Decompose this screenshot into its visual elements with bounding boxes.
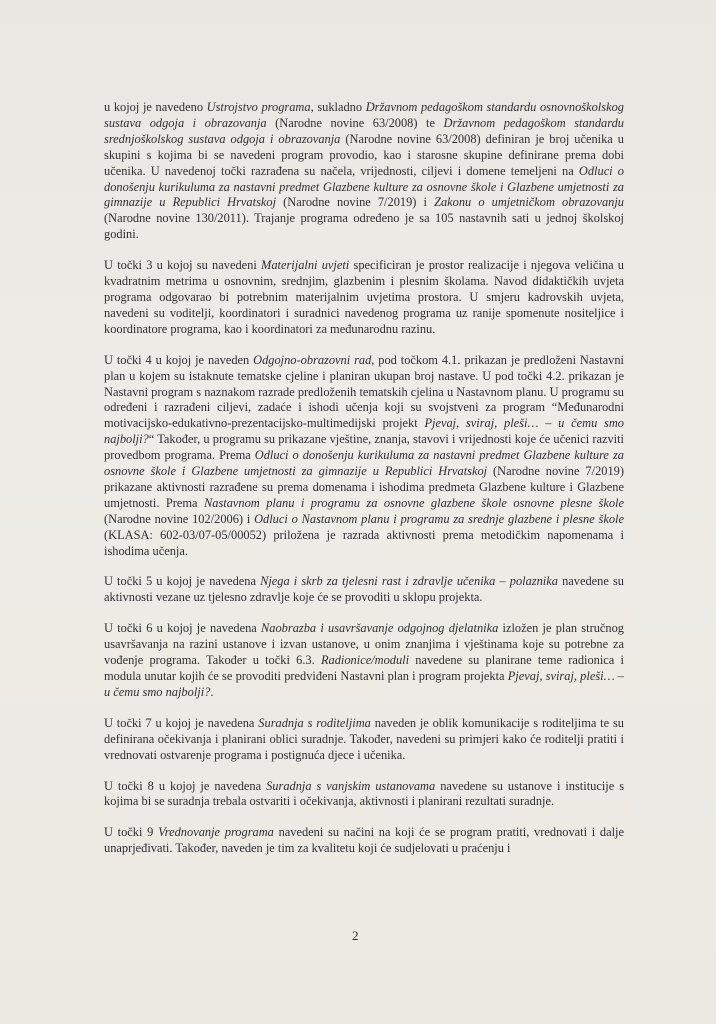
text-run: specificiran je prostor realizacije i njegova veličina u kvadratnim metrima u osnovnim, srednjim, glazbenim i plesnim školama. Navod didaktičkih uvjeta programa odgovarao bi potrebnim materijalnim uvjetima prostora. U smjeru kadrovskih uvjeta, navedeni su voditelji, koordinatori i suradnici navedenog programa uz ranije spomenute nositeljice i koordinatore programa, kao i koordinatori za međunarodnu razinu.: [104, 258, 625, 336]
paragraph: [104, 574, 624, 606]
italic-reference: Ustrojstvo programa: [206, 100, 311, 114]
italic-reference: Suradnja s vanjskim ustanovama: [266, 778, 436, 793]
text-run: (Narodne novine 102/2006) i: [104, 511, 255, 526]
paragraph: [104, 779, 624, 811]
italic-reference: Odluci o donošenju kurikuluma za nastavni predmet Glazbene kulture za osnovne škole i Glazbene umjetnosti za gimnazije u Republici Hrvatskoj: [104, 163, 624, 210]
italic-reference: Suradnja s roditeljima: [258, 715, 371, 730]
paragraph: [104, 825, 624, 857]
text-run: .: [210, 684, 214, 699]
paragraph: [104, 716, 624, 764]
text-run: (Narodne novine 63/2008) te: [266, 115, 444, 130]
text-run: U točki 5 u kojoj je navedena: [104, 574, 261, 589]
text-run: (Narodne novine 63/2008) definiran je broj učenika u skupini s kojima bi se navedeni program provodio, kao i starosne skupine definirane prema dobi učenika. U navedenoj točki razrađena su načela, vrijednosti, ciljevi i domene temeljeni na: [104, 131, 624, 178]
paragraph: [104, 258, 624, 338]
italic-reference: Pjevaj, sviraj, pleši… – u čemu smo najbolji?: [104, 416, 624, 447]
italic-reference: Nastavnom planu i programu za osnovne glazbene škole osnovne plesne škole: [204, 495, 624, 510]
text-run: U točki 9: [104, 825, 159, 840]
text-run: (Narodne novine 130/2011). Trajanje programa određeno je sa 105 nastavnih sati u jednoj školskoj godini.: [104, 211, 624, 242]
text-run: , pod točkom 4.1. prikazan je predloženi Nastavni plan u kojem su istaknute tematske cjeline i planiran ukupan broj nastave. U pod točki 4.2. prikazan je Nastavni program s naznakom razrade predloženih tematskih cjelina u Nastavnom planu. U programu su određeni i razrađeni ciljevi, zadaće i ishodi učenja koji su svojstveni za program “Međunarodni motivacijsko-edukativno-prezentacijsko-multimedijski projekt: [104, 352, 624, 431]
text-run: (Narodne novine 7/2019) i: [276, 195, 435, 210]
text-run: u kojoj je navedeno: [104, 100, 207, 114]
text-run: navedene su planirane teme radionica i modula unutar kojih će se provoditi predviđeni Nastavni plan i program projekta: [104, 653, 624, 683]
text-run: “ Također, u programu su prikazane vještine, znanja, stavovi i vrijednosti koje će učenici razviti provedbom programa. Prema: [104, 432, 624, 463]
page-number: 2: [352, 928, 359, 943]
italic-reference: Pjevaj, sviraj, pleši… – u čemu smo najbolji?: [104, 669, 624, 699]
paragraph: [104, 100, 624, 243]
text-run: naveden je oblik komunikacije s roditeljima te su definirana očekivanja i planirani oblici suradnje. Također, navedeni su primjeri kako će roditelji pratiti i vrednovati ostvarenje programa i postignuća djece i učenika.: [104, 715, 624, 762]
paragraph: [104, 353, 624, 560]
text-run: , sukladno: [310, 100, 366, 114]
italic-reference: Naobrazba i usavršavanje odgojnog djelatnika: [261, 621, 499, 636]
italic-reference: Državnom pedagoškom standardu srednjoškolskog sustava odgoja i obrazovanja: [104, 115, 625, 146]
italic-reference: Njega i skrb za tjelesni rast i zdravlje učenika – polaznika: [260, 574, 558, 589]
italic-reference: Odluci o Nastavnom planu i programu za srednje glazbene i plesne škole: [254, 511, 624, 526]
text-run: izložen je plan stručnog usavršavanja na razini ustanove i izvan ustanove, u onim znanjima i vještinama koje su potrebne za vođenje programa. Također u točki 6.3.: [104, 621, 624, 668]
paragraph: [104, 621, 624, 701]
italic-reference: Državnom pedagoškom standardu osnovnoškolskog sustava odgoja i obrazovanja: [104, 100, 624, 130]
italic-reference: Radionice/moduli: [320, 653, 410, 668]
text-run: navedeni su načini na koji će se program pratiti, vrednovati i dalje unaprjeđivati. Također, naveden je tim za kvalitetu koji će sudjelovati u praćenju i: [104, 825, 624, 856]
text-run: navedene su ustanove i institucije s kojima bi se suradnja trebala ostvariti i očekivanja, aktivnosti i planirani rezultati suradnje.: [104, 778, 625, 809]
text-run: U točki 3 u kojoj su navedeni: [104, 258, 262, 273]
italic-reference: Odgojno-obrazovni rad: [253, 352, 372, 367]
text-run: (Narodne novine 7/2019) prikazane aktivnosti razrađene su prema domenama i ishodima predmeta Glazbene kulture i Glazbene umjetnosti. Prema: [104, 464, 624, 510]
text-run: U točki 7 u kojoj je navedena: [104, 715, 259, 730]
italic-reference: Vrednovanje programa: [158, 825, 274, 840]
document-body: [104, 100, 624, 872]
italic-reference: Zakonu o umjetničkom obrazovanju: [434, 195, 624, 210]
text-run: navedene su aktivnosti vezane uz tjelesno zdravlje koje će se provoditi u sklopu projekta.: [104, 574, 624, 605]
text-run: U točki 8 u kojoj je navedena: [104, 778, 267, 793]
italic-reference: Odluci o donošenju kurikuluma za nastavni predmet Glazbene kulture za osnovne škole i Glazbene umjetnosti za gimnazije u Republici Hrvatskoj: [104, 448, 624, 479]
text-run: U točki 4 u kojoj je naveden: [104, 352, 254, 367]
text-run: U točki 6 u kojoj je navedena: [104, 621, 262, 636]
text-run: (KLASA: 602-03/07-05/00052) priložena je razrada aktivnosti prema metodičkim napomenama i ishodima učenja.: [104, 527, 624, 558]
italic-reference: Materijalni uvjeti: [261, 258, 350, 273]
